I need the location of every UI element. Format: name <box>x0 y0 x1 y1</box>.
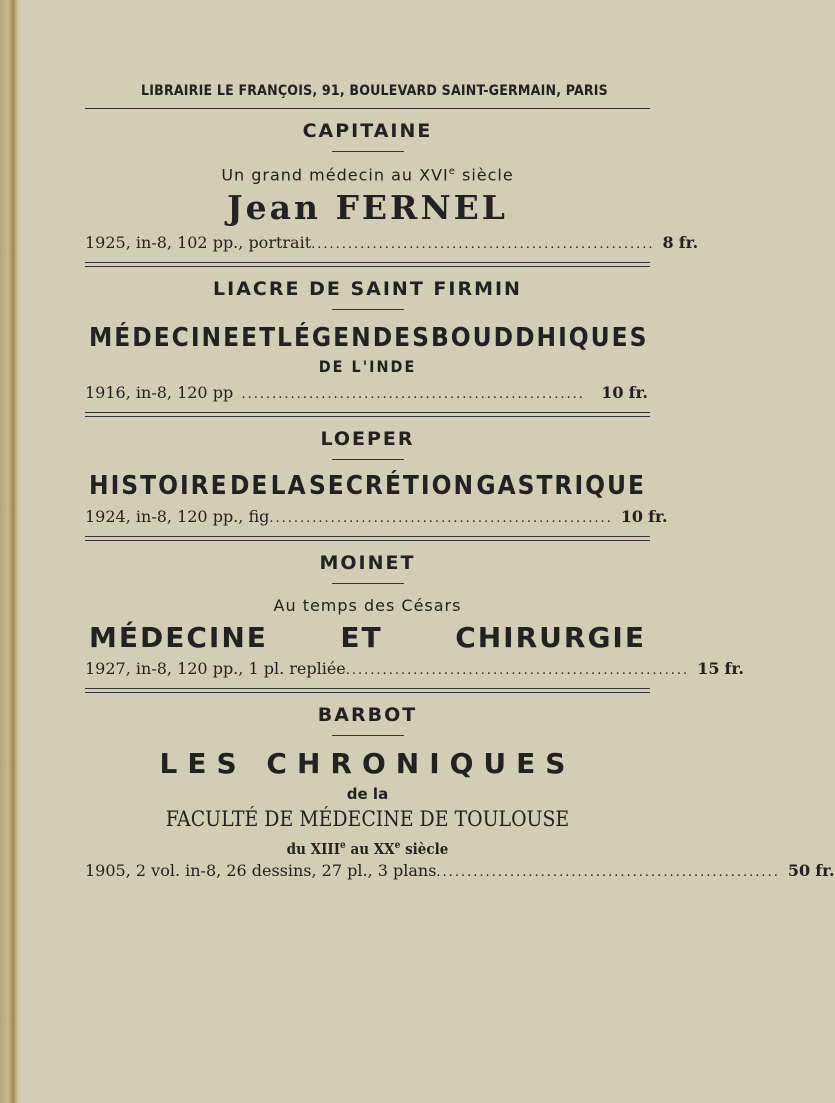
publication-details: 1916, in-8, 120 pp <box>85 383 234 402</box>
price <box>613 504 668 530</box>
title-word: CHIRURGIE <box>455 621 646 654</box>
price <box>655 230 699 256</box>
author-rule <box>332 583 404 584</box>
leader-dots: ........................................................ <box>241 387 585 402</box>
catalog-entry-loeper <box>85 417 668 541</box>
period-start: du XIII <box>286 840 341 858</box>
publication-line <box>85 858 835 884</box>
title-word: LÉGENDES <box>277 323 431 353</box>
price-amount: 10 <box>601 383 624 402</box>
author-name: LIACRE DE SAINT FIRMIN <box>213 278 522 300</box>
title-word: DE <box>229 471 270 501</box>
title-prefix: Au temps des Césars <box>273 596 462 615</box>
publication-details: 1905, 2 vol. in-8, 26 dessins, 27 pl., 3 plans <box>85 861 437 880</box>
book-title <box>85 620 650 656</box>
price-unit: fr. <box>628 383 648 402</box>
book-subtitle: FACULTÉ DE MÉDECINE DE TOULOUSE <box>165 807 570 831</box>
price <box>689 656 744 682</box>
price-unit: fr. <box>724 659 744 678</box>
publication-line <box>85 380 650 406</box>
period-end: siècle <box>400 840 449 858</box>
title-word: MÉDECINE <box>89 323 242 353</box>
publication-line <box>85 656 744 682</box>
price-amount: 50 <box>787 861 811 880</box>
price-unit: fr. <box>815 861 835 880</box>
page-binding-edge <box>0 0 22 1103</box>
price <box>780 858 835 884</box>
catalog-entry-liacre <box>85 267 650 417</box>
title-word: GASTRIQUE <box>476 471 646 501</box>
book-title: Jean FERNEL <box>227 188 508 227</box>
period-end-sup: e <box>394 840 401 851</box>
period-middle: au XX <box>345 840 395 858</box>
catalog-entry-barbot <box>85 693 835 884</box>
period-start-sup: e <box>340 840 346 851</box>
book-title <box>85 468 650 504</box>
title-word: MÉDECINE <box>89 621 268 654</box>
catalog-entry-capitaine <box>85 109 699 267</box>
leader-dots: ........................................................ <box>345 663 690 678</box>
price-amount: 10 <box>620 507 644 526</box>
publication-line <box>85 504 668 530</box>
title-word: ET <box>340 621 383 654</box>
author-rule <box>332 151 404 152</box>
author-name: LOEPER <box>320 428 415 450</box>
book-subtitle: DE L'INDE <box>318 357 417 376</box>
price-amount: 15 <box>697 659 720 678</box>
title-prefix-sup: e <box>448 166 456 177</box>
author-name: MOINET <box>319 552 416 574</box>
price <box>593 380 648 406</box>
author-rule <box>332 309 404 310</box>
author-rule <box>332 459 404 460</box>
title-word: ET <box>241 323 278 353</box>
author-name: BARBOT <box>317 704 418 726</box>
price-unit: fr. <box>678 233 699 252</box>
title-prefix-after: siècle <box>455 165 514 185</box>
book-title: LES CHRONIQUES <box>159 747 576 780</box>
leader-dots: ........................................................ <box>436 865 780 880</box>
book-title <box>85 320 650 356</box>
catalog-entry-moinet <box>85 541 744 693</box>
catalog-page <box>85 74 835 884</box>
title-word: SECRÉTION <box>308 471 476 501</box>
leader-dots: ........................................................ <box>269 511 613 526</box>
price-unit: fr. <box>648 507 668 526</box>
publication-details: 1925, in-8, 102 pp., portrait <box>85 233 312 252</box>
publication-line <box>85 230 699 256</box>
title-word: LA <box>270 471 308 501</box>
title-prefix-text: Un grand médecin au XVI <box>221 165 449 185</box>
author-name: CAPITAINE <box>302 120 433 142</box>
publication-details: 1924, in-8, 120 pp., fig <box>85 507 270 526</box>
title-word: BOUDDHIQUES <box>430 323 649 353</box>
title-connector: de la <box>346 785 389 803</box>
publisher-header: LIBRAIRIE LE FRANÇOIS, 91, BOULEVARD SAINT-GERMAIN, PARIS <box>85 74 650 109</box>
price-amount: 8 <box>662 233 674 252</box>
period-line <box>85 834 650 858</box>
author-rule <box>332 735 404 736</box>
leader-dots: ........................................................ <box>311 237 655 252</box>
title-word: HISTOIRE <box>89 471 229 501</box>
title-prefix <box>85 158 650 186</box>
publication-details: 1927, in-8, 120 pp., 1 pl. repliée <box>85 659 346 678</box>
